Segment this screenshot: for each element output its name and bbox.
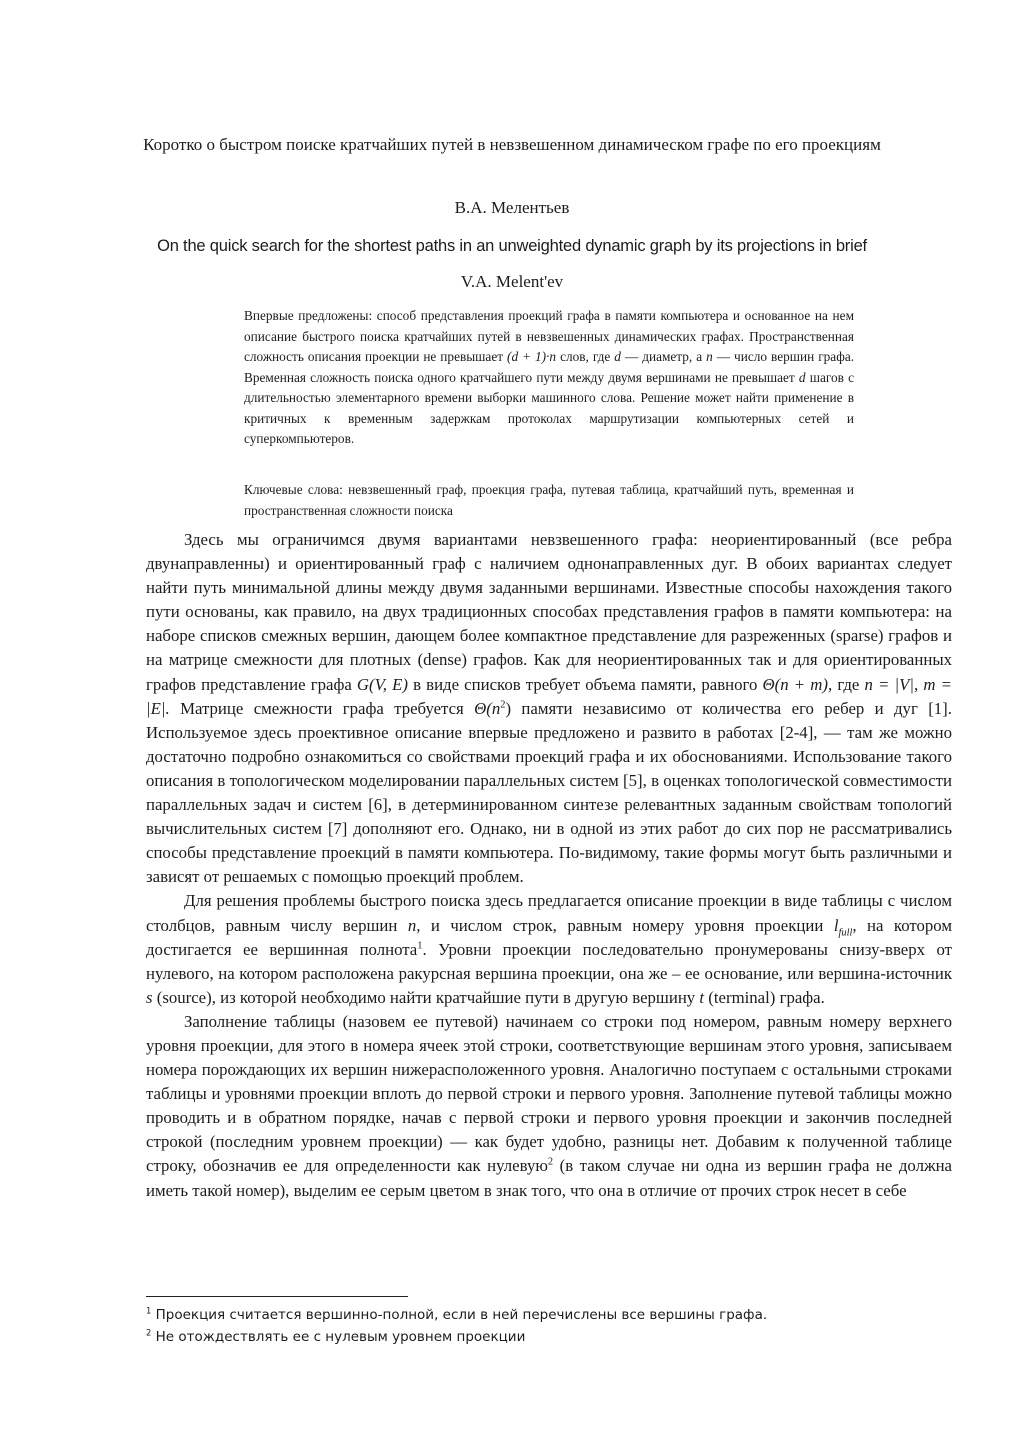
text-run: . Уровни проекции последовательно пронумерованы снизу-вверх от нулевого, на котором расположена ракурсная вершина проекции, она же – ее основание, или вершина-источник bbox=[146, 939, 952, 983]
footnote bbox=[146, 1304, 952, 1326]
theta-formula: Θ(n bbox=[474, 698, 501, 718]
text-run: Матрице смежности графа требуется bbox=[180, 698, 464, 718]
title-ru: Коротко о быстром поиске кратчайших путей в невзвешенном динамическом графе по его проекциям bbox=[143, 135, 881, 154]
abstract-text: — число вершин графа. Временная сложность поиска одного кратчайшего пути между двумя вершинами не превышает bbox=[244, 349, 855, 385]
text-run: где bbox=[837, 674, 860, 694]
footnote-text: Проекция считается вершинно-полной, если в ней перечислены все вершины графа. bbox=[155, 1307, 768, 1323]
text-run: (source), из которой необходимо найти кратчайшие пути в другую вершину bbox=[156, 987, 696, 1007]
abstract-text: — диаметр, а bbox=[624, 349, 703, 364]
abstract-text: Впервые предложены: способ представления проекций графа в памяти компьютера и основанное на нем описание быстрого поиска кратчайших путей в невзвешенных динамических графах. Пространственная сложность описания проекции не превышает bbox=[244, 308, 854, 364]
text-run: (terminal) графа. bbox=[708, 987, 825, 1007]
author-en: V.A. Melent'ev bbox=[460, 272, 564, 291]
l-full: l bbox=[833, 915, 839, 935]
theta-close: ) bbox=[505, 698, 512, 718]
text-run: (в таком случае ни одна из вершин графа не должна иметь такой номер), выделим ее серым цветом в знак того, что она в отличие от прочих строк несет в себе bbox=[146, 1156, 952, 1200]
text-run: в виде списков требует объема памяти, равного bbox=[413, 674, 758, 694]
graph-notation: G(V, E) bbox=[356, 674, 408, 694]
footnote-ref-1[interactable]: 1 bbox=[417, 940, 423, 951]
var-d: d bbox=[798, 369, 806, 385]
formula-space-complexity: (d + 1)·n bbox=[507, 349, 557, 364]
text-run: памяти независимо от количества его ребер и дуг [1]. Используемое здесь проективное описание впервые предложено и развито в работах [2-4], — там же можно достаточно подробно ознакомиться со свойствами проекций графа и их обоснованиями. Использование такого описания в топологическом моделировании параллельных систем [5], в оценках топологической совместимости параллельных задач и систем [6], в детерминированном синтезе релевантных заданным свойствам топологий вычислительных систем [7] дополняют его. Однако, ни в одной из этих работ до сих пор не рассматривались способы представление проекций в памяти компьютера. По-видимому, такие формы могут быть различными и зависят от решаемых с помощью проекций проблем. bbox=[146, 698, 952, 887]
abstract bbox=[244, 306, 854, 450]
var-t: t bbox=[699, 987, 705, 1007]
footnote-mark: 1 bbox=[146, 1305, 152, 1316]
paragraph bbox=[146, 889, 952, 1009]
var-n: n, bbox=[407, 915, 421, 935]
footnote-text: Не отождествлять ее с нулевым уровнем проекции bbox=[155, 1329, 526, 1345]
eq-m: m = |E|. bbox=[146, 674, 952, 718]
paragraph bbox=[146, 528, 952, 889]
var-d: d bbox=[614, 349, 621, 364]
footnote bbox=[146, 1326, 952, 1348]
text-run: и числом строк, равным номеру уровня проекции bbox=[430, 915, 824, 935]
eq-n: n = |V|, bbox=[864, 674, 919, 694]
footnotes bbox=[146, 1304, 952, 1348]
paragraph bbox=[146, 1010, 952, 1203]
text-run: , на котором достигается ее вершинная полнота bbox=[146, 915, 952, 959]
footnote-separator bbox=[146, 1296, 408, 1297]
keywords: Ключевые слова: невзвешенный граф, проекция графа, путевая таблица, кратчайший путь, временная и пространственная сложности поиска bbox=[244, 482, 854, 518]
footnote-mark: 2 bbox=[146, 1327, 152, 1338]
footnote-ref-2[interactable]: 2 bbox=[547, 1156, 554, 1168]
theta-formula: Θ(n + m), bbox=[762, 674, 833, 694]
var-n: n bbox=[706, 349, 713, 364]
author-ru: В.А. Мелентьев bbox=[454, 198, 570, 217]
title-en: On the quick search for the shortest paths in an unweighted dynamic graph by its projections in brief bbox=[157, 237, 867, 255]
body-text bbox=[146, 528, 952, 1203]
l-full-subscript: full bbox=[838, 926, 853, 938]
text-run: Для решения проблемы быстрого поиска здесь предлагается описание проекции в виде таблицы с числом столбцов, равным числу вершин bbox=[146, 891, 952, 935]
text-run: Здесь мы ограничимся двумя вариантами невзвешенного графа: неориентированный (все ребра двунаправленны) и ориентированный граф с наличием однонаправленных дуг. В обоих вариантах следует найти путь минимальной длины между двумя заданными вершинами. Известные способы нахождения такого пути основаны, как правило, на двух традиционных способах представления графов в памяти компьютера: на наборе списков смежных вершин, дающем более компактное представление для разреженных (sparse) графов и на матрице смежности для плотных (dense) графов. Как для неориентированных так и для ориентированных графов представление графа bbox=[146, 530, 952, 694]
var-s: s bbox=[146, 987, 153, 1007]
text-run: Заполнение таблицы (назовем ее путевой) начинаем со строки под номером, равным номеру верхнего уровня проекции, для этого в номера ячеек этой строки, соответствующие вершинам этого уровня, записываем номера порождающих их вершин нижерасположенного уровня. Аналогично поступаем с остальными строками таблицы и уровнями проекции вплоть до первой строки и первого уровня. Заполнение путевой таблицы можно проводить и в обратном порядке, начав с первой строки и первого уровня проекции и закончив последней строкой (последним уровнем проекции) — как будет удобно, разницы нет. Добавим к полученной таблице строку, обозначив ее для определенности как нулевую bbox=[146, 1011, 952, 1176]
abstract-text: шагов с длительностью элементарного времени выборки машинного слова. Решение может найти применение в критичных к временным задержкам протоколах маршрутизации компьютерных сетей и суперкомпьютеров. bbox=[244, 369, 855, 446]
abstract-text: слов, где bbox=[560, 349, 611, 364]
superscript: 2 bbox=[500, 699, 506, 711]
